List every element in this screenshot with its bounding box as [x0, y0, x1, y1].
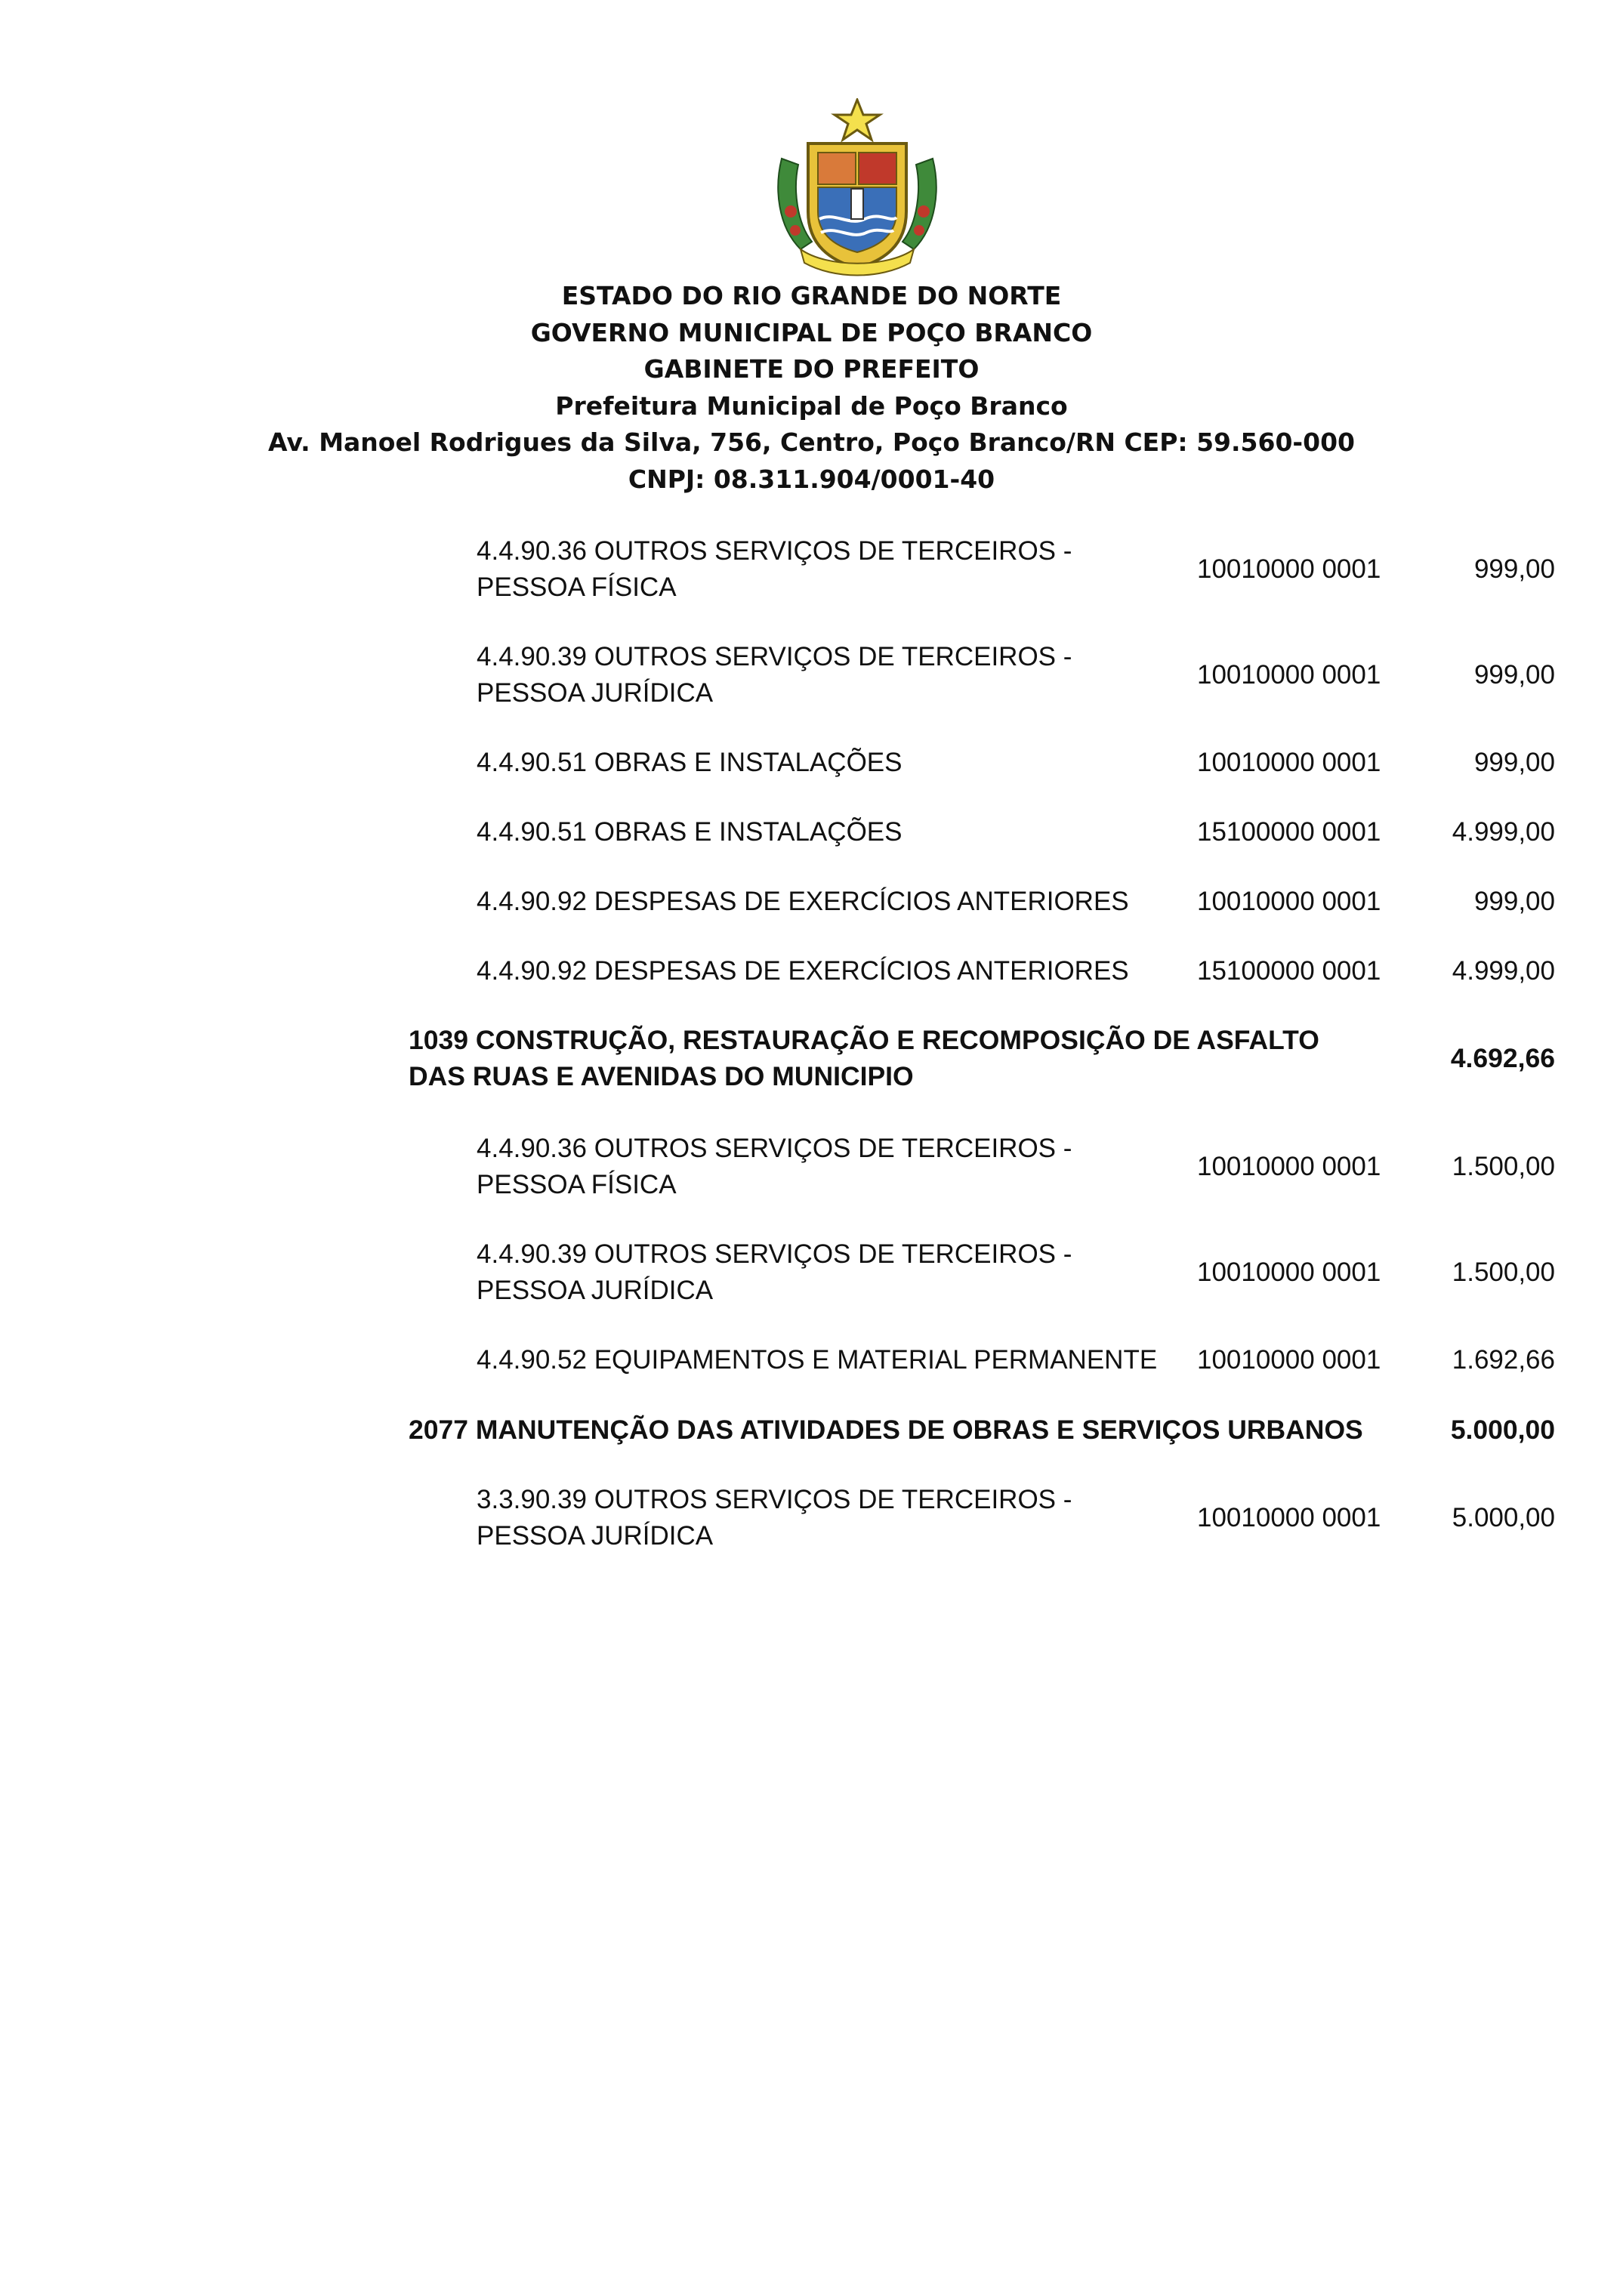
header-address: Av. Manoel Rodrigues da Silva, 756, Centro, Poço Branco/RN CEP: 59.560-000: [267, 427, 1356, 457]
row-source: 15100000 0001: [1197, 817, 1381, 847]
row-description: 4.4.90.92 DESPESAS DE EXERCÍCIOS ANTERIORES: [477, 956, 1129, 986]
row-description: 4.4.90.52 EQUIPAMENTOS E MATERIAL PERMANENTE: [477, 1345, 1158, 1375]
row-value: 999,00: [1473, 887, 1555, 916]
row-source: 10010000 0001: [1197, 554, 1381, 584]
row-source: 10010000 0001: [1197, 1258, 1381, 1287]
row-description: 4.4.90.36 OUTROS SERVIÇOS DE TERCEIROS -: [477, 536, 1072, 566]
row-description: 4.4.90.39 OUTROS SERVIÇOS DE TERCEIROS -: [477, 1239, 1072, 1269]
action-total: 4.692,66: [1450, 1043, 1555, 1073]
row-value: 999,00: [1473, 554, 1555, 584]
action-title: 2077 MANUTENÇÃO DAS ATIVIDADES DE OBRAS E SERVIÇOS URBANOS: [409, 1415, 1363, 1445]
row-source: 10010000 0001: [1197, 1345, 1381, 1375]
action-total: 5.000,00: [1450, 1415, 1555, 1445]
row-value: 1.500,00: [1452, 1152, 1555, 1181]
row-value: 4.999,00: [1452, 817, 1555, 847]
row-description: 4.4.90.92 DESPESAS DE EXERCÍCIOS ANTERIORES: [477, 887, 1129, 916]
row-value: 1.692,66: [1452, 1345, 1555, 1375]
header-state: ESTADO DO RIO GRANDE DO NORTE: [561, 281, 1062, 310]
row-value: 5.000,00: [1452, 1503, 1555, 1532]
row-description: 4.4.90.51 OBRAS E INSTALAÇÕES: [477, 817, 903, 847]
row-description-cont: PESSOA FÍSICA: [477, 572, 677, 602]
row-description: 4.4.90.39 OUTROS SERVIÇOS DE TERCEIROS -: [477, 642, 1072, 671]
header-prefecture: Prefeitura Municipal de Poço Branco: [555, 390, 1068, 421]
row-source: 10010000 0001: [1197, 887, 1381, 916]
row-source: 10010000 0001: [1197, 1503, 1381, 1532]
row-value: 999,00: [1473, 660, 1555, 690]
header-government: GOVERNO MUNICIPAL DE POÇO BRANCO: [530, 317, 1093, 347]
row-value: 1.500,00: [1452, 1258, 1555, 1287]
row-description-cont: PESSOA FÍSICA: [477, 1170, 677, 1199]
row-value: 999,00: [1473, 748, 1555, 777]
row-description-cont: PESSOA JURÍDICA: [477, 1521, 714, 1551]
row-source: 10010000 0001: [1197, 1152, 1381, 1181]
action-title-cont: DAS RUAS E AVENIDAS DO MUNICIPIO: [409, 1061, 914, 1091]
row-source: 15100000 0001: [1197, 956, 1381, 986]
action-title: 1039 CONSTRUÇÃO, RESTAURAÇÃO E RECOMPOSIÇÃO DE ASFALTO: [409, 1025, 1319, 1055]
row-description: 4.4.90.36 OUTROS SERVIÇOS DE TERCEIROS -: [477, 1134, 1072, 1163]
row-description: 3.3.90.39 OUTROS SERVIÇOS DE TERCEIROS -: [477, 1485, 1072, 1514]
row-description-cont: PESSOA JURÍDICA: [477, 678, 714, 708]
row-source: 10010000 0001: [1197, 748, 1381, 777]
row-description-cont: PESSOA JURÍDICA: [477, 1276, 714, 1305]
row-source: 10010000 0001: [1197, 660, 1381, 690]
header-office: GABINETE DO PREFEITO: [643, 354, 980, 384]
row-description: 4.4.90.51 OBRAS E INSTALAÇÕES: [477, 748, 903, 777]
header-cnpj: CNPJ: 08.311.904/0001-40: [628, 464, 995, 494]
row-value: 4.999,00: [1452, 956, 1555, 986]
